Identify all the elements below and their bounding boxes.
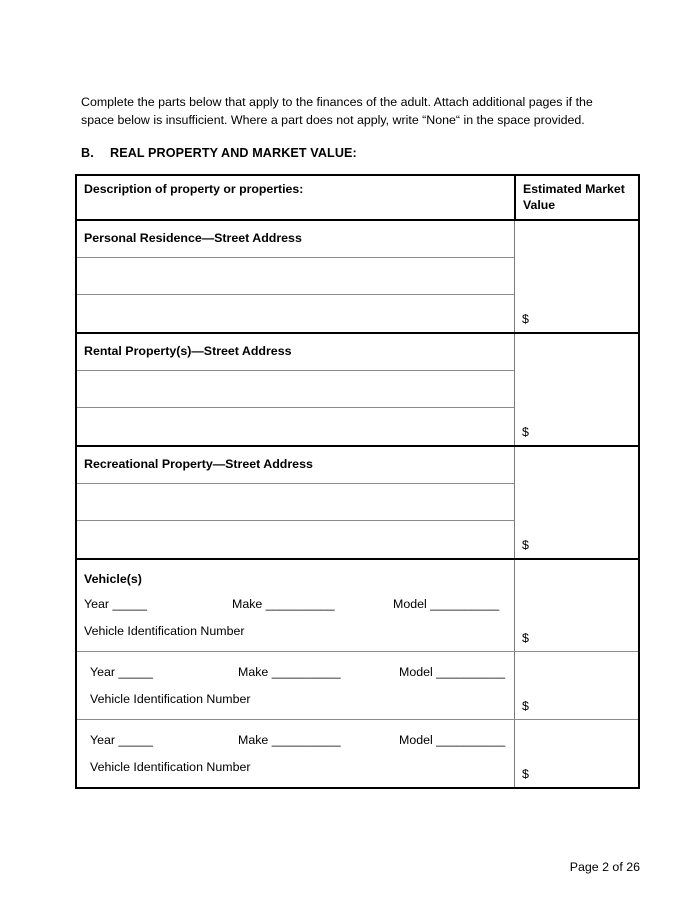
vehicle-model-field[interactable]: Model __________ (399, 665, 506, 679)
property-blank-line[interactable] (77, 258, 514, 295)
page-footer: Page 2 of 26 (569, 860, 640, 874)
vehicle-field-row (90, 727, 508, 754)
vehicle-model-field[interactable]: Model __________ (399, 733, 506, 747)
vehicle-description-cell (77, 720, 514, 787)
property-blank-line[interactable] (77, 408, 514, 445)
section-title: REAL PROPERTY AND MARKET VALUE: (110, 146, 357, 160)
vehicle-year-field[interactable]: Year _____ (84, 597, 147, 611)
vehicle-field-row (90, 659, 508, 686)
property-label: Recreational Property—Street Address (77, 447, 514, 484)
vehicle-section-title: Vehicle(s) (84, 572, 142, 586)
property-blank-line[interactable] (77, 295, 514, 332)
vehicle-field-row (84, 591, 508, 618)
header-value-label: Estimated Market Value (523, 182, 625, 212)
header-cell-description (77, 176, 514, 219)
property-value-cell[interactable] (514, 221, 638, 332)
vehicle-section (77, 560, 638, 787)
vehicle-vin-field[interactable]: Vehicle Identification Number (84, 624, 245, 638)
currency-symbol: $ (522, 538, 529, 552)
property-block-recreational-property (77, 447, 638, 560)
vehicle-value-cell[interactable] (514, 560, 638, 651)
vehicle-fields-group (77, 652, 514, 719)
property-value-cell[interactable] (514, 334, 638, 445)
property-description-cell (77, 334, 514, 445)
vehicle-entry (77, 720, 638, 787)
vehicle-year-field[interactable]: Year _____ (90, 665, 153, 679)
vehicle-vin-field[interactable]: Vehicle Identification Number (90, 692, 251, 706)
section-letter: B. (81, 146, 94, 160)
property-label: Personal Residence—Street Address (77, 221, 514, 258)
vehicle-description-cell (77, 652, 514, 719)
vehicle-entry (77, 560, 638, 652)
currency-symbol: $ (522, 767, 529, 781)
currency-symbol: $ (522, 312, 529, 326)
property-label: Rental Property(s)—Street Address (77, 334, 514, 371)
intro-paragraph: Complete the parts below that apply to the finances of the adult. Attach additional pages if the space below is insufficient. Where a part does not apply, write “None“ in the space provided. (81, 95, 593, 127)
property-block-personal-residence (77, 221, 638, 334)
vehicle-make-field[interactable]: Make __________ (232, 597, 335, 611)
vehicle-year-field[interactable]: Year _____ (90, 733, 153, 747)
currency-symbol: $ (522, 631, 529, 645)
vehicle-vin-field[interactable]: Vehicle Identification Number (90, 760, 251, 774)
vehicle-entry (77, 652, 638, 720)
section-heading (81, 146, 357, 160)
property-block-rental-property (77, 334, 638, 447)
property-description-cell (77, 447, 514, 558)
vehicle-fields-group (77, 560, 514, 651)
vehicle-description-cell (77, 560, 514, 651)
currency-symbol: $ (522, 425, 529, 439)
property-value-cell[interactable] (514, 447, 638, 558)
vehicle-value-cell[interactable] (514, 720, 638, 787)
property-blank-line[interactable] (77, 521, 514, 558)
header-description-label: Description of property or properties: (84, 182, 304, 196)
header-cell-value (514, 176, 638, 219)
currency-symbol: $ (522, 699, 529, 713)
property-description-cell (77, 221, 514, 332)
vehicle-model-field[interactable]: Model __________ (393, 597, 500, 611)
property-blank-line[interactable] (77, 371, 514, 408)
vehicle-make-field[interactable]: Make __________ (238, 665, 341, 679)
vehicle-make-field[interactable]: Make __________ (238, 733, 341, 747)
vehicle-fields-group (77, 720, 514, 787)
table-header-row (77, 176, 638, 221)
property-blank-line[interactable] (77, 484, 514, 521)
vehicle-value-cell[interactable] (514, 652, 638, 719)
real-property-table (75, 174, 640, 789)
